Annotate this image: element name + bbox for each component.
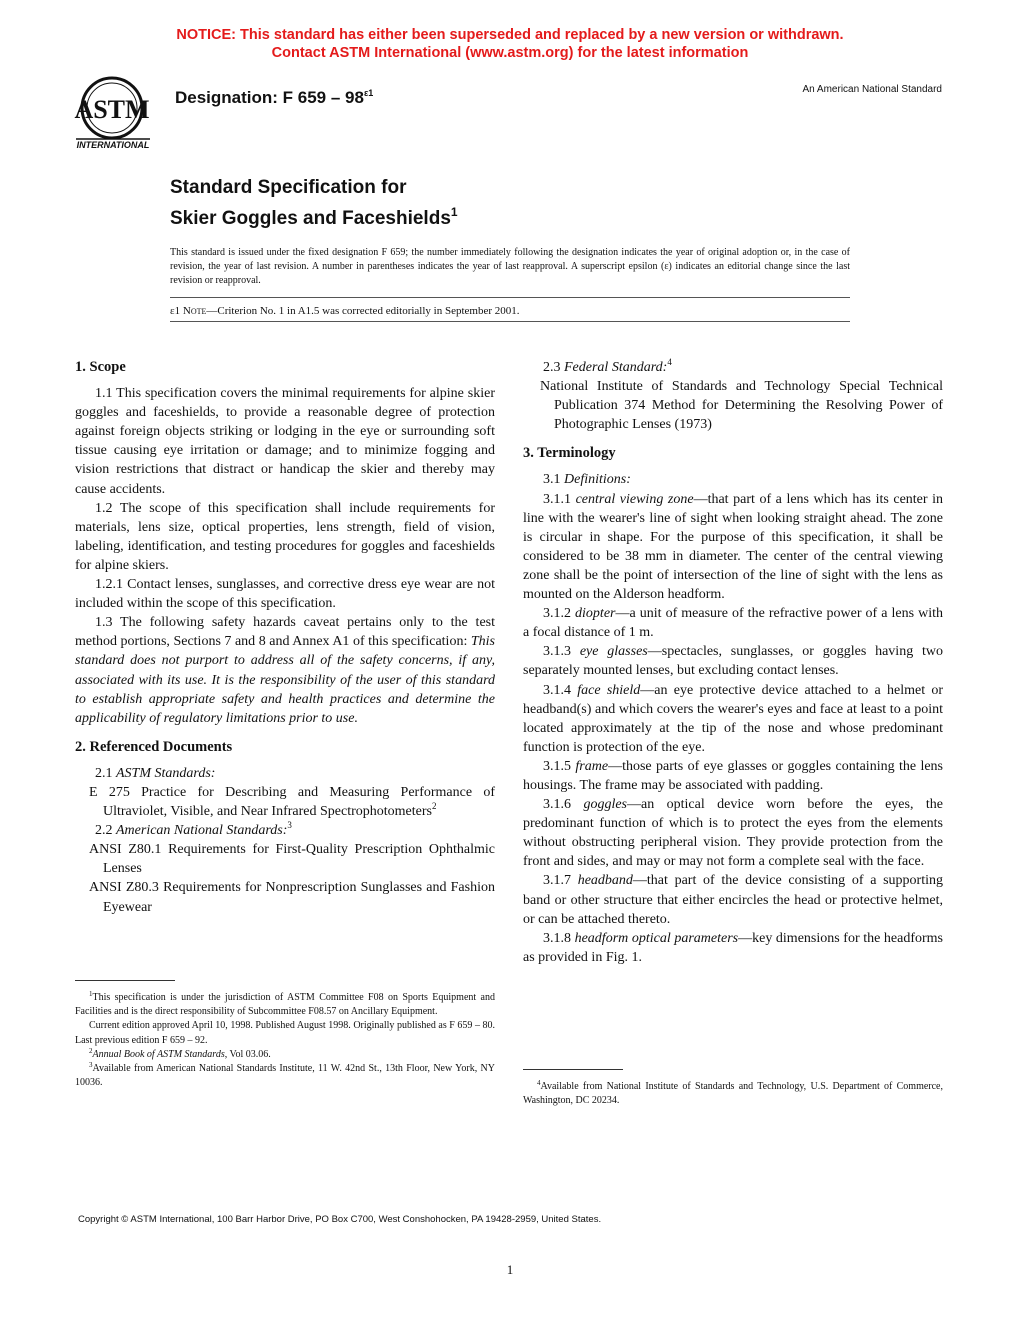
rule-bottom xyxy=(170,321,850,322)
para-1-3-text: 1.3 The following safety hazards caveat pertains only to the test method portions, Sections 7 and 8 and Annex A1 of this specification: xyxy=(75,615,495,650)
notice-line-2: Contact ASTM International (www.astm.org) for the latest information xyxy=(271,45,749,61)
footnote-2-title: Annual Book of ASTM Standards xyxy=(92,1048,225,1060)
def-3-1-7-text: —that part of the device consisting of a supporting band or other structure that either encircles the head or protective helmet, or can be attached thereto. xyxy=(523,873,943,927)
note-label: Note xyxy=(182,305,207,317)
para-1-2: 1.2 The scope of this specification shall include requirements for materials, lens size, optical properties, lens strength, field of vision, labeling, identification, and testing procedures for goggles and faceshields for alpine skiers. xyxy=(75,500,495,573)
document-title xyxy=(170,175,458,231)
def-3-1-6-text: —an optical device worn before the eyes, the predominant function of which is to protect the eyes from the elements without obstructing peripheral vision. They provide protection from the front and sides, and may or may not form a complete seal with the face. xyxy=(523,797,943,870)
left-footnote-rule xyxy=(75,980,175,981)
para-3-1-title: Definitions: xyxy=(564,472,631,488)
footnote-1 xyxy=(75,991,495,1019)
def-3-1-3-text: —spectacles, sunglasses, or goggles having two separately mounted lenses, but excluding contact lenses. xyxy=(523,644,944,679)
para-1-2-1: 1.2.1 Contact lenses, sunglasses, and corrective dress eye wear are not included within the scope of this specification. xyxy=(75,577,495,612)
para-3-1 xyxy=(523,470,943,489)
def-3-1-1-text: —that part of a lens which has its center in line with the wearer's line of sight when looking straight ahead. The zone is circular in shape. For the purpose of this specification, it shall be considered to be 38 mm in diameter. The center of the central viewing zone shall be the point of intersection of the line of sight with the lens as mounted on the Alderson headform. xyxy=(523,491,943,603)
para-2-2-sup: 3 xyxy=(287,820,292,831)
footnote-4-mark: 4 xyxy=(537,1079,541,1087)
title-line-1: Standard Specification for xyxy=(170,177,407,198)
left-column xyxy=(75,358,495,917)
footnote-1-text: This specification is under the jurisdiction of ASTM Committee F08 on Sports Equipment and Facilities and is the direct responsibility of Subcommittee F08.57 on Ancillary Equipment. xyxy=(75,992,495,1018)
rule-top xyxy=(170,297,850,298)
def-3-1-3-num: 3.1.3 xyxy=(543,644,580,660)
issue-statement: This standard is issued under the fixed designation F 659; the number immediately following the designation indicates the year of original adoption or, in the case of revision, the year of last revision. A number in parentheses indicates the year of last reapproval. A superscript epsilon (ε) indicates an editorial change since the last revision or reapproval. xyxy=(170,247,850,286)
para-2-2-title: American National Standards: xyxy=(116,823,288,839)
def-3-1-5-num: 3.1.5 xyxy=(543,758,576,774)
notice-line-1: NOTICE: This standard has either been superseded and replaced by a new version or withdrawn. xyxy=(176,27,844,43)
footnote-3-text: Available from American National Standards Institute, 11 W. 42nd St., 13th Floor, New York, NY 10036. xyxy=(75,1063,495,1089)
logo-subtext: INTERNATIONAL xyxy=(76,140,150,150)
title-footnote-mark: 1 xyxy=(450,205,458,219)
american-national-standard: An American National Standard xyxy=(802,84,942,95)
def-3-1-3 xyxy=(523,642,943,680)
def-3-1-4-num: 3.1.4 xyxy=(543,682,578,698)
para-2-2-num: 2.2 xyxy=(95,823,116,839)
footnote-2-text: , Vol 03.06. xyxy=(224,1048,271,1060)
footnote-4 xyxy=(523,1080,943,1108)
para-2-3-sup: 4 xyxy=(667,357,672,367)
ref-e275-sup: 2 xyxy=(431,801,437,812)
def-3-1-5 xyxy=(523,757,943,795)
para-2-1 xyxy=(75,764,495,783)
ref-z801: ANSI Z80.1 Requirements for First-Quality Prescription Ophthalmic Lenses xyxy=(89,842,495,877)
def-3-1-7-term: headband xyxy=(577,873,633,889)
designation-epsilon: ε1 xyxy=(363,88,374,98)
para-1-1: 1.1 This specification covers the minimal requirements for alpine skier goggles and faceshields, to provide a reasonable degree of protection against foreign objects striking or lodging in the eye or surrounding soft tissue causing eye irritation or damage; and to minimize fogging and vision restrictions that distract or handicap the skier and thereby may cause accidents. xyxy=(75,386,495,497)
ref-e275 xyxy=(89,783,495,821)
terminology-heading: 3. Terminology xyxy=(523,445,616,462)
footnote-2 xyxy=(75,1048,495,1062)
def-3-1-2-text: —a unit of measure of the refractive power of a lens with a focal distance of 1 m. xyxy=(523,606,943,641)
footnote-3-mark: 3 xyxy=(89,1061,93,1070)
ref-z803: ANSI Z80.3 Requirements for Nonprescription Sunglasses and Fashion Eyewear xyxy=(89,880,495,915)
para-2-1-title: ASTM Standards: xyxy=(116,765,216,781)
def-3-1-4-term: face shield xyxy=(577,682,641,698)
copyright: Copyright © ASTM International, 100 Barr Harbor Drive, PO Box C700, West Conshohocken, PA 19428-2959, United States. xyxy=(78,1214,602,1225)
def-3-1-2 xyxy=(523,604,943,642)
def-3-1-1-term: central viewing zone xyxy=(575,491,694,507)
scope-heading: 1. Scope xyxy=(75,359,126,375)
def-3-1-2-term: diopter xyxy=(575,606,616,622)
right-column xyxy=(523,358,943,967)
para-1-3 xyxy=(75,613,495,728)
footnote-1-mark: 1 xyxy=(89,990,93,998)
def-3-1-1-num: 3.1.1 xyxy=(543,491,576,507)
def-3-1-8-num: 3.1.8 xyxy=(543,930,575,946)
logo-text: ASTM xyxy=(74,95,150,124)
note-epsilon: ε1 xyxy=(170,305,181,317)
notice-banner xyxy=(0,26,1020,62)
para-2-3-num: 2.3 xyxy=(543,360,564,375)
def-3-1-3-term: eye glasses xyxy=(579,644,648,660)
ref-e275-text: E 275 Practice for Describing and Measuring Performance of Ultraviolet, Visible, and Near Infrared Spectrophotometers xyxy=(89,784,495,820)
ref-nist: National Institute of Standards and Technology Special Technical Publication 374 Method for Determining the Resolving Power of Photographic Lenses (1973) xyxy=(540,379,943,433)
def-3-1-4-text: —an eye protective device attached to a helmet or headband(s) and which covers the wearer's eyes and face at least to a point located approximately at the tip of the nose and whose predominant function is protection of the eye. xyxy=(523,682,944,755)
def-3-1-2-num: 3.1.2 xyxy=(543,606,576,622)
footnote-1b: Current edition approved April 10, 1998. Published August 1998. Originally published as F 659 – 80. Last previous edition F 659 – 92. xyxy=(75,1020,495,1046)
def-3-1-8 xyxy=(523,929,943,967)
para-1-3-caveat: This standard does not purport to address all of the safety concerns, if any, associated with its use. It is the responsibility of the user of this standard to establish appropriate safety and health practices and determine the applicability of regulatory limitations prior to use. xyxy=(75,634,495,726)
designation-label: Designation: F 659 – 98 xyxy=(175,88,364,107)
designation xyxy=(175,88,373,108)
def-3-1-1 xyxy=(523,490,943,605)
editorial-note xyxy=(170,305,520,317)
def-3-1-8-term: headform optical parameters xyxy=(574,930,739,946)
def-3-1-5-term: frame xyxy=(575,758,609,774)
def-3-1-6-num: 3.1.6 xyxy=(543,797,584,813)
def-3-1-5-text: —those parts of eye glasses or goggles containing the lens housings. The frame may be associated with padding. xyxy=(523,758,944,793)
def-3-1-6-term: goggles xyxy=(583,797,627,813)
title-line-2: Skier Goggles and Faceshields xyxy=(170,208,451,229)
left-footnotes xyxy=(75,991,495,1090)
para-3-1-num: 3.1 xyxy=(543,472,564,488)
note-text: —Criterion No. 1 in A1.5 was corrected editorially in September 2001. xyxy=(206,305,520,317)
def-3-1-7 xyxy=(523,871,943,928)
refdocs-heading: 2. Referenced Documents xyxy=(75,738,233,755)
footnote-4-text: Available from National Institute of Standards and Technology, U.S. Department of Commerce, Washington, DC 20234. xyxy=(523,1081,943,1107)
para-2-2 xyxy=(75,821,495,840)
page-number: 1 xyxy=(506,1262,514,1277)
def-3-1-7-num: 3.1.7 xyxy=(543,873,578,889)
def-3-1-8-text: —key dimensions for the headforms as provided in Fig. 1. xyxy=(523,930,943,965)
def-3-1-4 xyxy=(523,681,943,757)
astm-logo xyxy=(64,72,162,154)
para-2-3-title: Federal Standard: xyxy=(564,360,668,375)
footnote-2-mark: 2 xyxy=(89,1046,93,1055)
footnote-3 xyxy=(75,1062,495,1090)
para-2-3 xyxy=(523,358,943,377)
right-footnotes xyxy=(523,1080,943,1108)
right-footnote-rule xyxy=(523,1069,623,1070)
def-3-1-6 xyxy=(523,795,943,871)
para-2-1-num: 2.1 xyxy=(95,765,116,781)
title-line-2-wrap xyxy=(170,200,458,231)
